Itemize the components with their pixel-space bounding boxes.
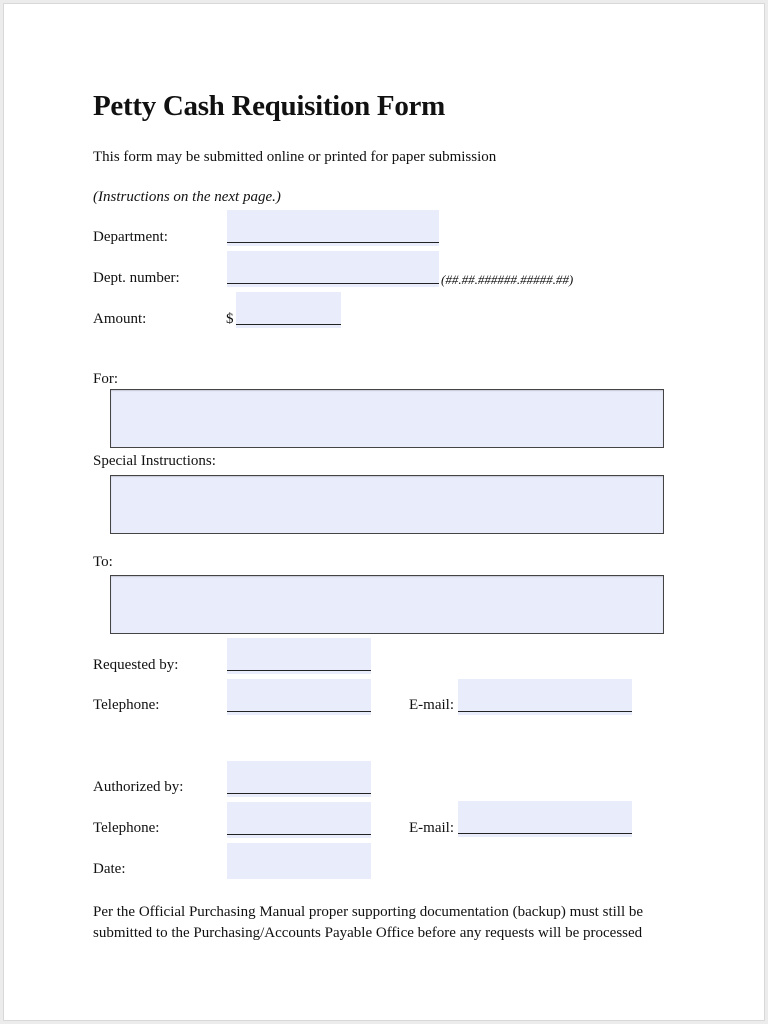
date-label: Date: bbox=[93, 861, 126, 877]
authorizer-email-field[interactable] bbox=[458, 801, 632, 837]
to-textbox[interactable] bbox=[110, 575, 664, 634]
amount-field[interactable] bbox=[236, 292, 341, 328]
department-label: Department: bbox=[93, 229, 168, 245]
authorizer-email-label: E-mail: bbox=[409, 820, 454, 836]
requested-by-label: Requested by: bbox=[93, 657, 179, 673]
to-label: To: bbox=[93, 554, 113, 570]
authorizer-telephone-field[interactable] bbox=[227, 802, 371, 838]
dept-number-label: Dept. number: bbox=[93, 270, 180, 286]
date-field[interactable] bbox=[227, 843, 371, 879]
authorized-by-field[interactable] bbox=[227, 761, 371, 797]
authorized-by-label: Authorized by: bbox=[93, 779, 184, 795]
footer-note: Per the Official Purchasing Manual proper supporting documentation (backup) must still be submitted to the Purchasing/Accounts Payable Office before any requests will be processed bbox=[93, 904, 644, 941]
form-page bbox=[3, 3, 765, 1021]
special-instructions-textbox[interactable] bbox=[110, 475, 664, 534]
form-title: Petty Cash Requisition Form bbox=[93, 90, 445, 122]
requester-telephone-label: Telephone: bbox=[93, 697, 160, 713]
department-field[interactable] bbox=[227, 210, 439, 246]
currency-symbol: $ bbox=[226, 311, 234, 327]
form-subtitle: This form may be submitted online or printed for paper submission bbox=[93, 149, 497, 165]
authorizer-telephone-label: Telephone: bbox=[93, 820, 160, 836]
dept-number-format-hint: (##.##.######.#####.##) bbox=[441, 272, 574, 287]
instructions-note: (Instructions on the next page.) bbox=[93, 189, 281, 205]
requested-by-field[interactable] bbox=[227, 638, 371, 674]
requester-email-field[interactable] bbox=[458, 679, 632, 715]
requester-email-label: E-mail: bbox=[409, 697, 454, 713]
dept-number-field[interactable] bbox=[227, 251, 439, 287]
for-label: For: bbox=[93, 371, 119, 387]
amount-label: Amount: bbox=[93, 311, 147, 327]
special-instructions-label: Special Instructions: bbox=[93, 453, 216, 469]
requester-telephone-field[interactable] bbox=[227, 679, 371, 715]
for-textbox[interactable] bbox=[110, 389, 664, 448]
